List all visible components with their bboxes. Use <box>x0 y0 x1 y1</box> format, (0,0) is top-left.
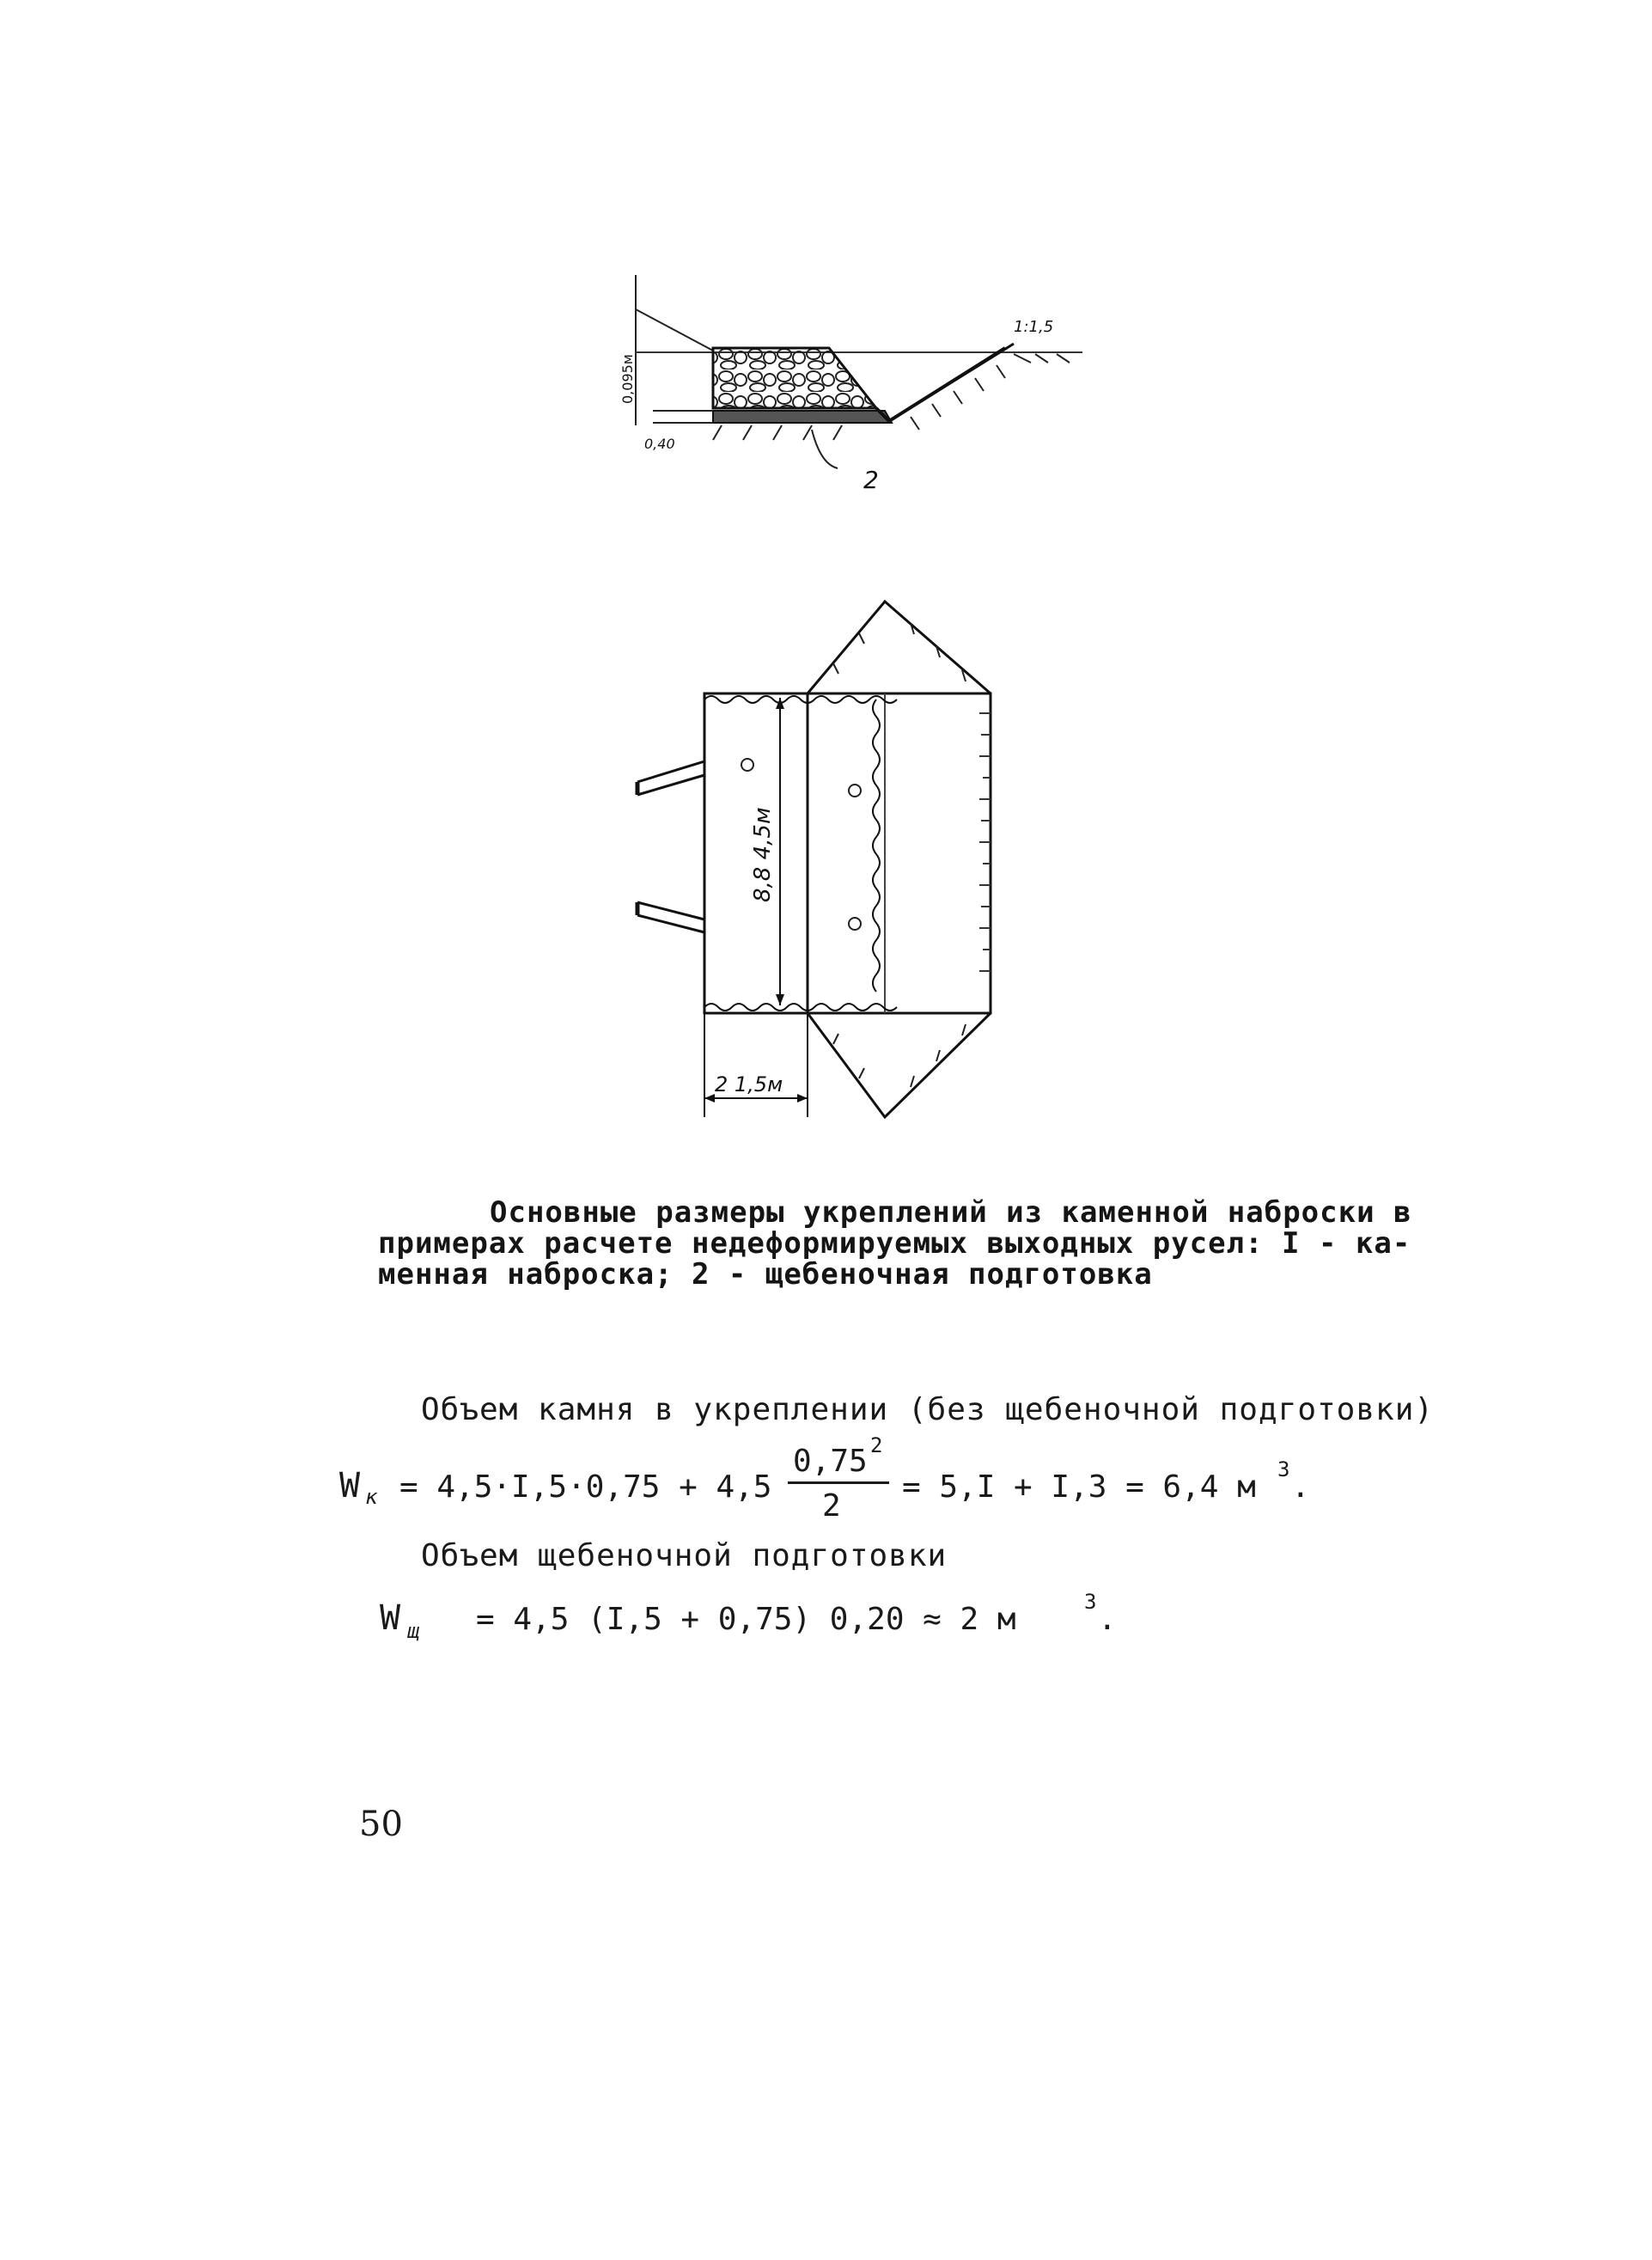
unit-exponent: 3 <box>1084 1590 1097 1614</box>
formula-expression: = 4,5 (I,5 + 0,75) 0,20 ≈ 2 м <box>476 1602 1016 1637</box>
caption-line-2: примерах расчете недеформируемых выходных русел: I - ка- <box>378 1226 1411 1261</box>
fraction-numerator: 0,75 <box>793 1444 868 1479</box>
height-dimension: 0,095м <box>619 354 636 404</box>
numerator-exponent: 2 <box>870 1433 883 1457</box>
formula-end: . <box>1098 1602 1117 1637</box>
unit-exponent: 3 <box>1277 1457 1290 1481</box>
slope-label: 1:1,5 <box>1014 318 1054 336</box>
formula-right: = 5,I + I,3 = 6,4 м <box>902 1469 1256 1505</box>
width-dimension-plan: 2 1,5м <box>715 1072 783 1096</box>
formula-symbol: W <box>339 1466 361 1506</box>
fraction-denominator: 2 <box>822 1488 841 1524</box>
fraction-bar <box>788 1481 889 1484</box>
page-number: 50 <box>359 1805 403 1844</box>
formula-symbol: W <box>380 1598 401 1638</box>
formula-end: . <box>1291 1469 1310 1505</box>
callout-label: 2 <box>863 466 879 494</box>
stone-volume-intro: Объем камня в укреплении (без щебеночной подготовки) <box>421 1392 1435 1427</box>
stone-volume-formula <box>339 1433 1370 1538</box>
length-dimension: 8,8 4,5м <box>750 807 776 902</box>
gravel-volume-formula <box>380 1590 1153 1658</box>
width-dimension: 0,40 <box>644 436 675 452</box>
caption-line-1: Основные размеры укреплений из каменной наброски в <box>490 1195 1412 1230</box>
formula-subscript: щ <box>407 1619 420 1643</box>
caption-line-3: менная наброска; 2 - щебеночная подготовка <box>378 1257 1153 1292</box>
gravel-volume-intro: Объем щебеночной подготовки <box>421 1538 948 1573</box>
formula-left: = 4,5·I,5·0,75 + 4,5 <box>399 1469 772 1505</box>
plan-view-figure <box>619 584 1048 1143</box>
cross-section-figure <box>601 258 1117 516</box>
formula-subscript: к <box>365 1485 378 1509</box>
figure-caption <box>378 1197 1443 1290</box>
